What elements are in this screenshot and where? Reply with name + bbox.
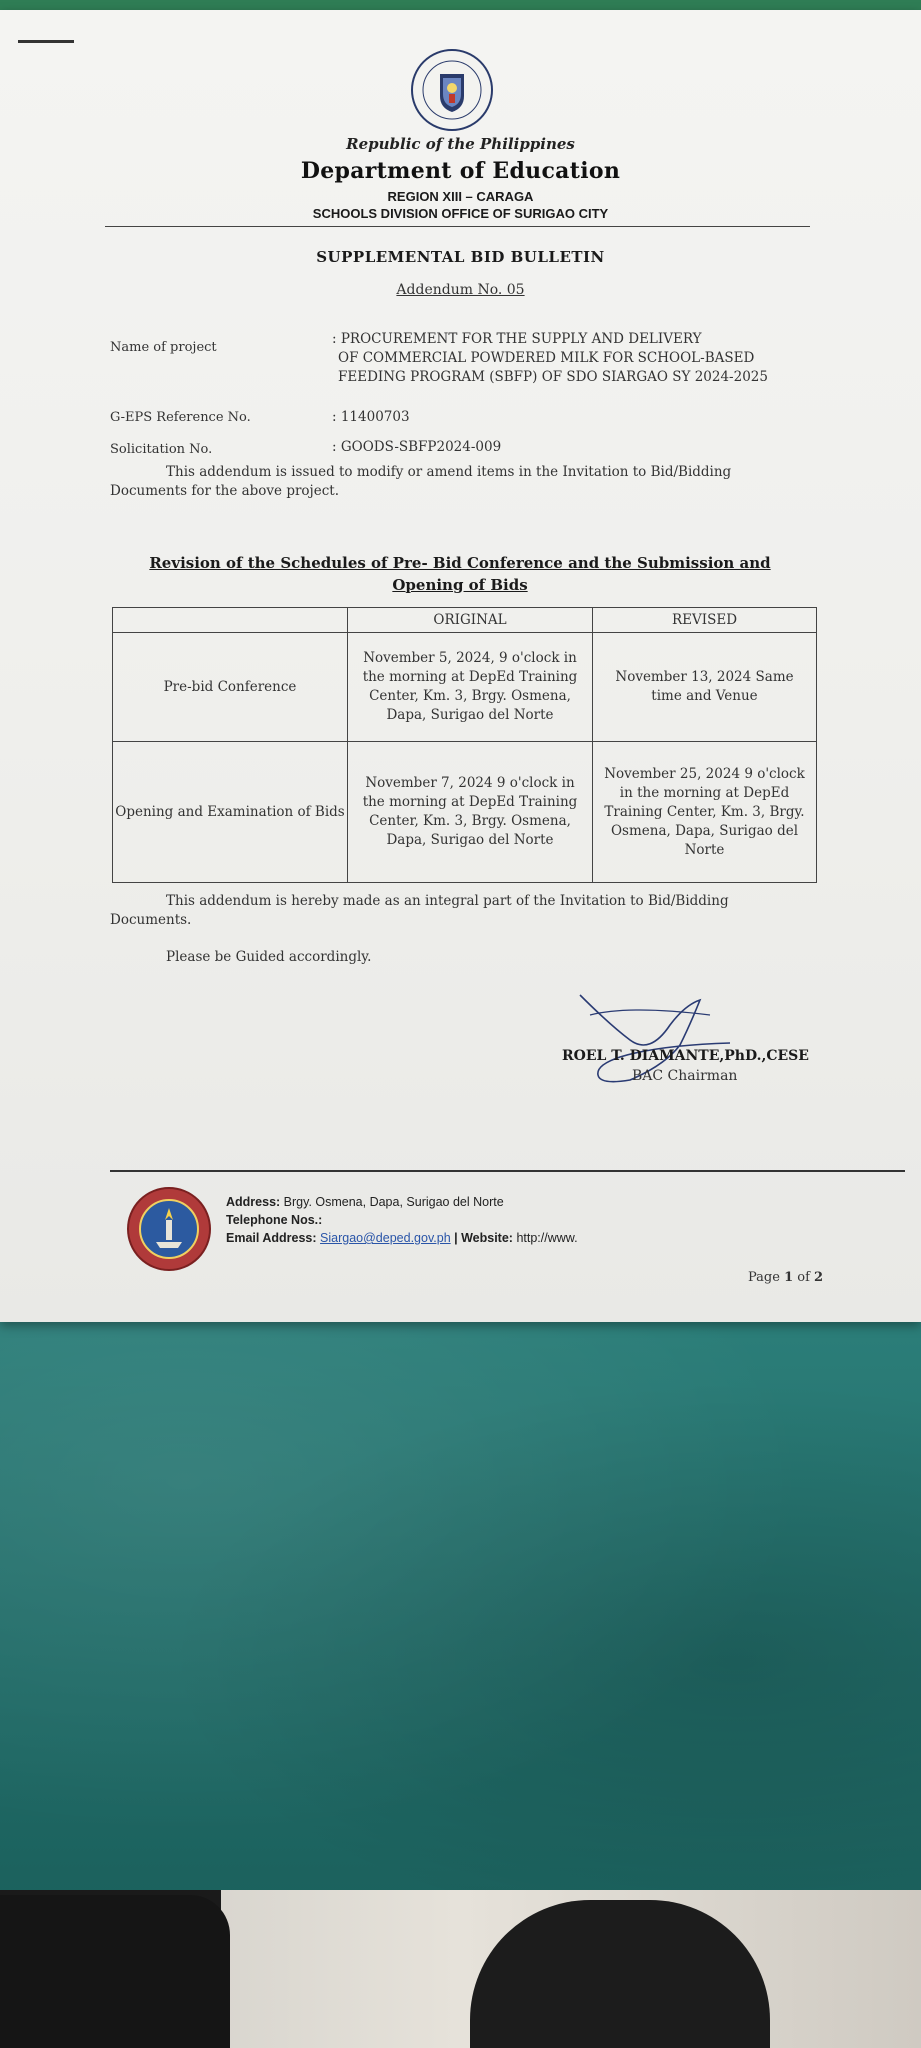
solicitation-label: Solicitation No. — [110, 442, 213, 457]
page-current: 1 — [784, 1270, 794, 1285]
schedule-section-title — [120, 552, 800, 596]
telephone-label: Telephone Nos.: — [226, 1213, 323, 1227]
row-revised: November 25, 2024 9 o'clock in the morning at DepEd Training Center, Km. 3, Brgy. Osmena, Dapa, Surigao del Norte — [593, 742, 817, 883]
page-number — [748, 1270, 823, 1285]
header-department: Department of Education — [300, 158, 621, 184]
address-value: Brgy. Osmena, Dapa, Surigao del Norte — [283, 1195, 504, 1209]
intro-paragraph — [110, 463, 810, 501]
table-header-row — [113, 608, 817, 633]
page-of: of — [797, 1270, 810, 1285]
email-label: Email Address: — [226, 1231, 317, 1245]
document-title: SUPPLEMENTAL BID BULLETIN — [316, 248, 605, 266]
integral-line-2: Documents. — [110, 912, 192, 928]
footer-contact — [226, 1231, 578, 1245]
project-label: Name of project — [110, 340, 217, 355]
header-division: SCHOOLS DIVISION OFFICE OF SURIGAO CITY — [312, 206, 609, 221]
email-link[interactable]: Siargao@deped.gov.ph — [320, 1231, 451, 1245]
project-line-1: : PROCUREMENT FOR THE SUPPLY AND DELIVERY — [332, 331, 702, 347]
table-header-item — [113, 608, 348, 633]
website-label: | Website: — [454, 1231, 513, 1245]
deped-seal-icon — [410, 48, 494, 132]
header-republic: Republic of the Philippines — [346, 135, 575, 153]
website-link[interactable]: http://www. — [516, 1231, 578, 1245]
address-label: Address: — [226, 1195, 281, 1209]
table-header-original: ORIGINAL — [348, 608, 593, 633]
intro-line-1: This addendum is issued to modify or amend items in the Invitation to Bid/Bidding — [166, 464, 732, 480]
row-original: November 5, 2024, 9 o'clock in the morning at DepEd Training Center, Km. 3, Brgy. Osmena, Dapa, Surigao del Norte — [348, 633, 593, 742]
guided-paragraph — [110, 948, 810, 967]
footer-telephone — [226, 1213, 322, 1227]
addendum-number: Addendum No. 05 — [396, 282, 525, 298]
table-header-revised: REVISED — [593, 608, 817, 633]
shoe-left — [0, 1895, 230, 2048]
section-title-line-1: Revision of the Schedules of Pre- Bid Conference and the Submission and — [149, 554, 771, 572]
page-prefix: Page — [748, 1270, 780, 1285]
signatory-title: BAC Chairman — [632, 1068, 738, 1084]
table-row — [113, 742, 817, 883]
header-divider — [105, 226, 810, 227]
footer-divider — [110, 1170, 905, 1172]
table-row — [113, 633, 817, 742]
intro-line-2: Documents for the above project. — [110, 483, 340, 499]
division-logo-icon — [126, 1186, 212, 1272]
footer-address — [226, 1195, 504, 1209]
project-line-3: FEEDING PROGRAM (SBFP) OF SDO SIARGAO SY 2024-2025 — [338, 369, 768, 385]
section-title-line-2: Opening of Bids — [392, 576, 528, 594]
header-region: REGION XIII – CARAGA — [387, 189, 534, 204]
signatory-name: ROEL T. DIAMANTE,PhD.,CESE — [562, 1048, 809, 1064]
integral-line-1: This addendum is hereby made as an integral part of the Invitation to Bid/Bidding — [166, 893, 729, 909]
row-revised: November 13, 2024 Same time and Venue — [593, 633, 817, 742]
teal-surface — [0, 1300, 921, 1900]
row-item: Opening and Examination of Bids — [113, 742, 348, 883]
page-total: 2 — [814, 1270, 824, 1285]
schedule-table — [112, 607, 817, 883]
row-original: November 7, 2024 9 o'clock in the morning at DepEd Training Center, Km. 3, Brgy. Osmena, Dapa, Surigao del Norte — [348, 742, 593, 883]
geps-value: : 11400703 — [332, 409, 410, 425]
row-item: Pre-bid Conference — [113, 633, 348, 742]
solicitation-value: : GOODS-SBFP2024-009 — [332, 439, 502, 455]
project-value — [332, 330, 768, 387]
geps-label: G-EPS Reference No. — [110, 410, 251, 425]
corner-mark — [18, 40, 74, 43]
integral-paragraph — [110, 892, 810, 930]
project-line-2: OF COMMERCIAL POWDERED MILK FOR SCHOOL-BASED — [338, 350, 755, 366]
document-page — [0, 10, 921, 1322]
guided-text: Please be Guided accordingly. — [166, 949, 372, 965]
